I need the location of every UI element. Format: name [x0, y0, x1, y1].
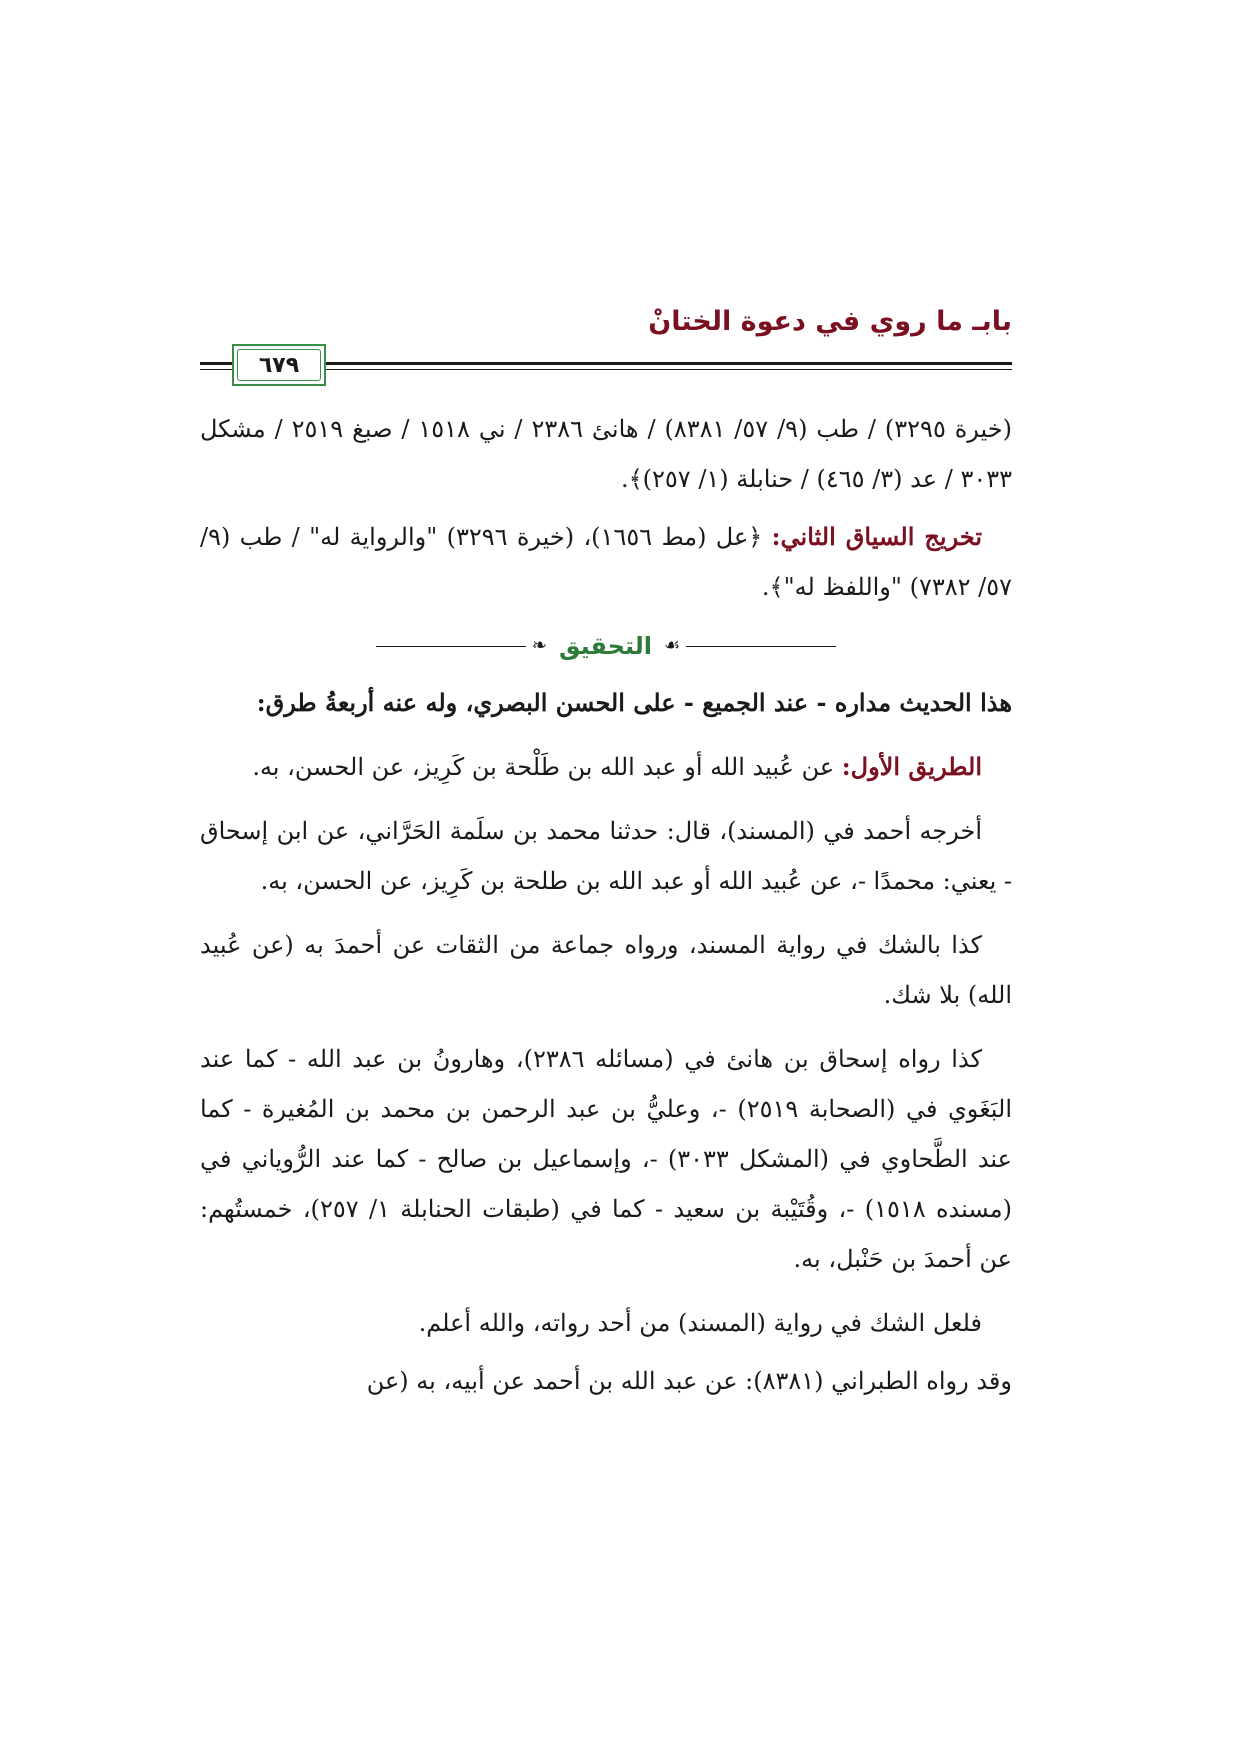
- book-page: [200, 300, 1012, 1700]
- first-path-label: الطريق الأول:: [841, 752, 982, 781]
- divider-line-right: [686, 646, 836, 647]
- paragraph-sources-continuation: (خيرة ٣٢٩٥) / طب (٩/ ٥٧/ ٨٣٨١) / هانئ ٢٣٨٦ / ني ١٥١٨ / صبغ ٢٥١٩ / مشكل ٣٠٣٣ / عد (٣/ ٤٦٥) / حنابلة (١/ ٢٥٧)﴾.: [200, 415, 1012, 493]
- section-title: التحقيق: [558, 632, 652, 660]
- running-title: بابـ ما روي في دعوة الختانْ: [648, 306, 1012, 337]
- paragraph-second-context: [200, 512, 1012, 612]
- divider-ornament-right-icon: ☙: [664, 635, 681, 656]
- paragraph-tabarani: وقد رواه الطبراني (٨٣٨١): عن عبد الله بن أحمد عن أبيه، به (عن: [366, 1367, 1012, 1395]
- paragraph-hadith-axis: هذا الحديث مداره - عند الجميع - على الحسن البصري، وله عنه أربعةُ طرق:: [256, 688, 1012, 717]
- paragraph-ahmad-narration: أخرجه أحمد في (المسند)، قال: حدثنا محمد بن سلَمة الحَرَّاني، عن ابن إسحاق - يعني: محمدًا -، عن عُبيد الله أو عبد الله بن طلحة بن كَرِيز، عن الحسن، به.: [200, 817, 1012, 895]
- divider-ornament-left-icon: ❧: [531, 635, 547, 656]
- second-context-text: ﴿عل (مط ١٦٥٦)، (خيرة ٣٢٩٦) "والرواية له" / طب (٩/ ٥٧/ ٧٣٨٢) "واللفظ له"﴾.: [200, 523, 1012, 601]
- page-number-badge: [232, 344, 326, 386]
- divider-line-left: [376, 646, 526, 647]
- section-divider: [200, 626, 1012, 666]
- paragraph-first-path: [200, 742, 1012, 792]
- first-path-text: عن عُبيد الله أو عبد الله بن طَلْحة بن كَرِيز، عن الحسن، به.: [252, 753, 842, 781]
- paragraph-narrators: كذا رواه إسحاق بن هانئ في (مسائله ٢٣٨٦)، وهارونُ بن عبد الله - كما عند البَغَوي في (الصحابة ٢٥١٩) -، وعليُّ بن عبد الرحمن بن محمد بن المُغيرة - كما عند الطَّحاوي في (المشكل ٣٠٣٣) -، وإسماعيل بن صالح - كما عند الرُّوياني في (مسنده ١٥١٨) -، وقُتَيْبة بن سعيد - كما في (طبقات الحنابلة ١/ ٢٥٧)، خمستُهم: عن أحمدَ بن حَنْبل، به.: [200, 1045, 1012, 1273]
- paragraph-doubt-note: كذا بالشك في رواية المسند، ورواه جماعة من الثقات عن أحمدَ به (عن عُبيد الله) بلا شك.: [200, 931, 1012, 1009]
- page-header: [200, 300, 1012, 382]
- page-number: ٦٧٩: [258, 352, 300, 378]
- paragraph-conclusion: فلعل الشك في رواية (المسند) من أحد رواته، والله أعلم.: [418, 1309, 982, 1337]
- second-context-label: تخريج السياق الثاني:: [771, 522, 983, 551]
- page-body: [200, 404, 1012, 1420]
